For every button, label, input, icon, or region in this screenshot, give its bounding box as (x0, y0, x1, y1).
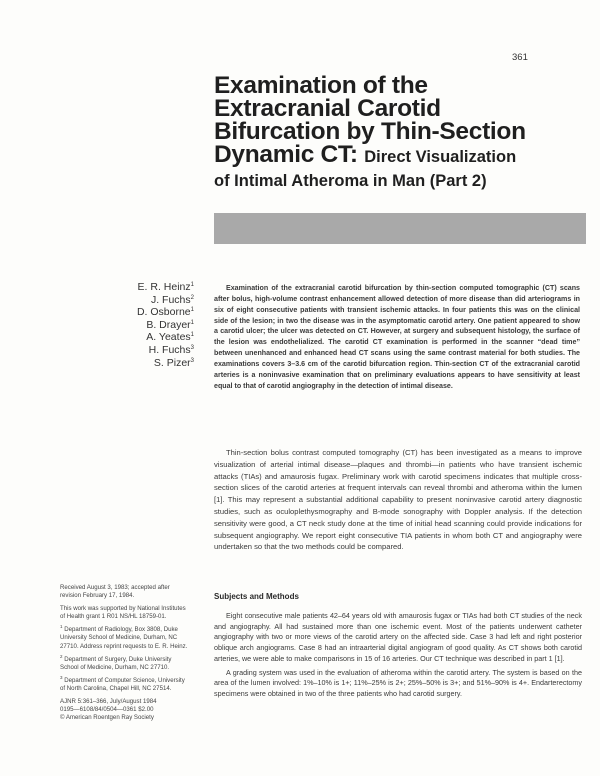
author-list (137, 281, 194, 369)
author: J. Fuchs$^2$ (150, 293, 194, 306)
title-line-1: Examination of the (214, 72, 428, 99)
journal-citation: AJNR 5:361–366, July/August 1984 (60, 698, 157, 706)
author: H. Fuchs$^3$ (148, 343, 194, 356)
author: B. Drayer$^1$ (146, 318, 194, 331)
title-line-4: Dynamic CT: (214, 141, 358, 168)
footnote-3: $^3$ Department of Computer Science, University of North Carolina, Chapel Hill, NC 27514. (60, 674, 185, 692)
footnote-received: Received August 3, 1983; accepted after revision February 17, 1984. (60, 584, 170, 600)
title-band (214, 213, 586, 244)
footnote-1: $^1$ Department of Radiology, Box 3808, Duke University School of Medicine, Durham, NC 27710. Address reprint requests to E. R. Heinz. (60, 624, 188, 650)
subtitle-line-1: Direct Visualization (364, 148, 517, 166)
author: S. Pizer$^3$ (153, 356, 194, 369)
author: A. Yeates$^1$ (146, 331, 194, 344)
footnote-support: This work was supported by National Institutes of Health grant 1 R01 NS/HL 18759-01. (60, 605, 186, 621)
copyright-line: © American Roentgen Ray Society (60, 714, 154, 722)
methods-paragraph-2: A grading system was used in the evaluation of atheroma within the carotid artery. The system is based on the area of the lumen involved: 1%–10% is 1+; 11%–25% is 2+; 25%–50% is 3+; and 51%–90% is 4+. Endarterectomy specimens were obtained in two of the three patients who had carotid surgery. (214, 667, 582, 698)
page-number: 361 (512, 52, 528, 63)
author: D. Osborne$^1$ (136, 306, 194, 319)
section-heading: Subjects and Methods (214, 592, 299, 601)
footnotes (60, 584, 190, 722)
footnote-2: $^2$ Department of Surgery, Duke University School of Medicine, Durham, NC 27710. (60, 653, 172, 671)
abstract: Examination of the extracranial carotid bifurcation by thin-section computed tomographic (CT) scans after bolus, high-volume contrast enhancement allowed detection of more disease than did arteriograms in six of eight consecutive patients with transient ischemic attacks. In four patients this was on the clinical side of the lesion; in two the disease was in the asymptomatic carotid artery. One patient appeared to show a carotid ulcer; the ulcer was detected on CT. However, at surgery and subsequent histology, the surface of the lesion was endothelialized. The carotid CT examination is performed in the scanner “dead time” between unenhanced and enhanced head CT scans using the same contrast material for both studies. The examinations covers 3–3.6 cm of the carotid bifurcation region. Thin-section CT of the extracranial carotid arteries is a noninvasive examination that on preliminary evaluations appears to have sensitivity at least equal to that of carotid angiography in the detection of intimal disease. (214, 284, 580, 390)
methods-paragraph-1: Eight consecutive male patients 42–64 years old with amaurosis fugax or TIAs had both CT studies of the neck and angiography. All had sustained more than one ischemic event. Most of the patients underwent catheter angiography with two or more views of the carotid artery on the affected side. Case 3 had left and right posterior oblique arch angiograms. Case 8 had an intraarterial digital angiogram of good quality. As CT shows both carotid arteries, we were able to make comparisons in 15 of 16 arteries. Our CT technique was described in part 1 [1]. (214, 611, 582, 663)
title-line-3: Bifurcation by Thin-Section (214, 118, 526, 145)
introduction-paragraph: Thin-section bolus contrast computed tomography (CT) has been investigated as a means to improve visualization of arterial intimal disease—plaques and thrombi—in patients who have transient ischemic attacks (TIAs) and amaurosis fugax. Preliminary work with carotid specimens indicates that multiple cross-section slices of the carotid arteries at frequent intervals can reveal thrombi and atheroma within the lumen [1]. This may represent a substantial additional capability to present noninvasive carotid artery diagnostic studies, such as oculoplethysmography and B-mode sonography with Doppler analysis. If the detection sensitivity were good, a CT neck study done at the time of initial head scanning could provide indications for subsequent angiography. We report eight consecutive TIA patients in whom both CT and angiography were undertaken so that the two methods could be compared. (214, 448, 582, 552)
methods-section (214, 611, 582, 700)
author: E. R. Heinz$^1$ (137, 281, 194, 293)
issn-code: 0195—6108/84/0504—0361 $2.00 (60, 706, 154, 714)
article-title (214, 74, 574, 193)
subtitle-line-2: of Intimal Atheroma in Man (Part 2) (214, 172, 487, 190)
title-line-2: Extracranial Carotid (214, 95, 441, 122)
